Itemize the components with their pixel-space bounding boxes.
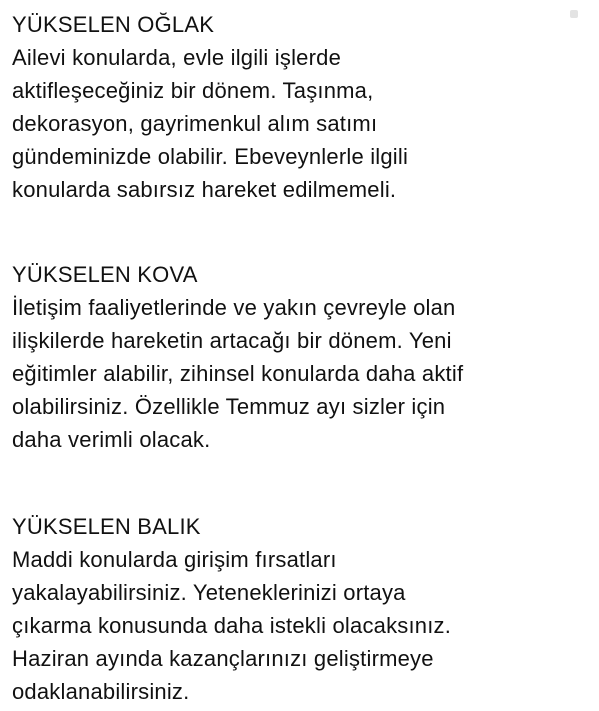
section-title: YÜKSELEN OĞLAK	[12, 12, 215, 37]
section-text-line: konularda sabırsız hareket edilmemeli.	[12, 177, 397, 202]
section-yukselen-kova	[12, 258, 592, 456]
section-title: YÜKSELEN BALIK	[12, 514, 201, 539]
section-title: YÜKSELEN KOVA	[12, 262, 198, 287]
section-text-line: gündeminizde olabilir. Ebeveynlerle ilgili	[12, 144, 409, 169]
section-text-line: odaklanabilirsiniz.	[12, 679, 190, 704]
section-text-line: eğitimler alabilir, zihinsel konularda daha aktif	[12, 361, 464, 386]
section-text-line: Ailevi konularda, evle ilgili işlerde	[12, 45, 341, 70]
section-text-line: Haziran ayında kazançlarınızı geliştirmeye	[12, 646, 434, 671]
section-yukselen-balik	[12, 510, 592, 708]
section-text-line: Maddi konularda girişim fırsatları	[12, 547, 337, 572]
section-text-line: yakalayabilirsiniz. Yeteneklerinizi ortaya	[12, 580, 406, 605]
section-yukselen-oglak	[12, 8, 592, 206]
section-text-line: daha verimli olacak.	[12, 427, 211, 452]
section-text-line: çıkarma konusunda daha istekli olacaksınız.	[12, 613, 452, 638]
section-text-line: ilişkilerde hareketin artacağı bir dönem. Yeni	[12, 328, 452, 353]
section-text-line: dekorasyon, gayrimenkul alım satımı	[12, 111, 378, 136]
section-text-line: İletişim faaliyetlerinde ve yakın çevreyle olan	[12, 295, 456, 320]
section-text-line: olabilirsiniz. Özellikle Temmuz ayı sizler için	[12, 394, 446, 419]
section-text-line: aktifleşeceğiniz bir dönem. Taşınma,	[12, 78, 374, 103]
